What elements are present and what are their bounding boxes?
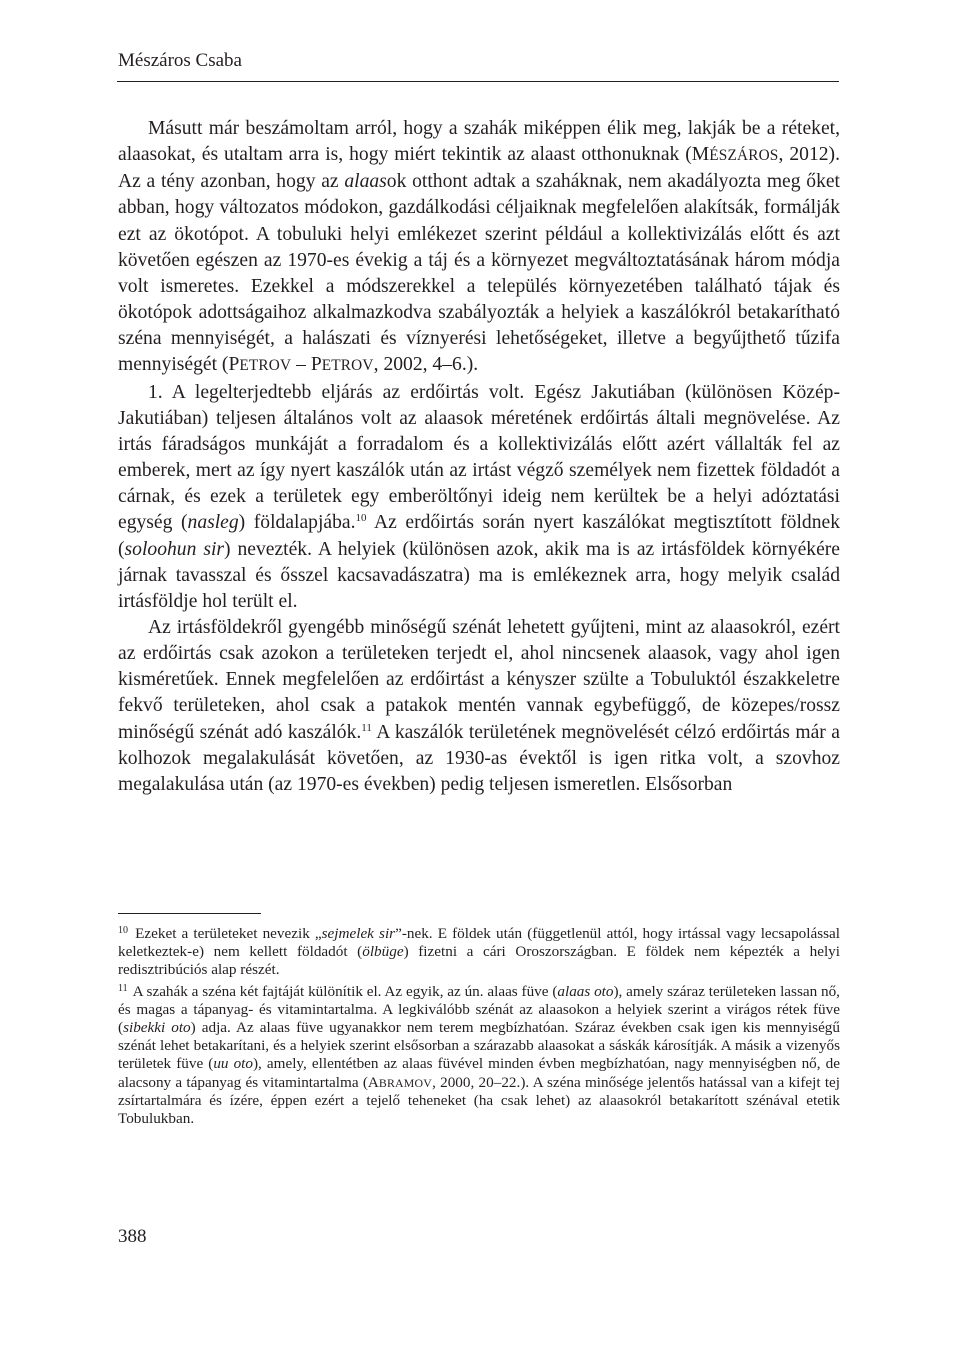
- text-run: ) földalapjába.: [238, 512, 356, 534]
- text-run: – P: [291, 354, 322, 376]
- text-run: ), amely száraz területeken lassan nő, és magas a tápanyag- és vitamintartalma. A legkiválóbb szénát az alaasokon a helyiek szerint a virágos rétek füve (: [118, 982, 840, 1037]
- term: alaas oto: [557, 982, 614, 1000]
- footnote-number: 11: [118, 982, 128, 994]
- text-run: A kaszálók területének megnövelését célzó erdőirtás már a kolhozok megalakulását követően, az 1930-as évektől is igen ritka volt, a szovhoz megalakulása után (az 1970-es években) pedig teljesen ismeretlen. Elsősorban: [118, 721, 840, 795]
- footnote-number: 10: [118, 925, 128, 936]
- footnote-rule: [118, 913, 261, 914]
- paragraph-3: [118, 615, 840, 798]
- text-run: ) adja. Az alaas füve ugyanakkor nem terem megbízhatóan. Száraz években csak igen kis mennyiségű szénát lehet betakarítani, és a helyiek szerint elsősorban a szárazabb alaasokat a sáskák károsítják. A másik a vizenyős területek füve (: [118, 1019, 840, 1073]
- footnotes: [118, 922, 840, 1128]
- author-citation: ÉSZÁROS: [709, 147, 779, 165]
- author-citation: ETROV: [321, 357, 374, 375]
- term: ölbüge: [362, 943, 404, 961]
- term: soloohun sir: [124, 538, 225, 560]
- text-run: ”-nek. E földek után (függetlenül attól, hogy irtással vagy lecsapolással keletkeztek-e) nem kellett földadót (: [118, 925, 840, 961]
- footnote-11: [118, 980, 840, 1129]
- footnote-ref-11[interactable]: 11: [361, 721, 372, 734]
- paragraph-2: [118, 380, 840, 615]
- footnote-10: [118, 922, 840, 980]
- text-run: ), amely, ellentétben az alaas füvével minden évben megbízhatóan, nagy mennyiségben nő, de alacsony a tápanyag és vitamintartalma (A: [118, 1055, 840, 1091]
- text-run: A szahák a széna két fajtáját különítik el. Az egyik, az ún. alaas füve (: [129, 982, 558, 1000]
- author-citation: BRAMOV: [378, 1075, 433, 1090]
- term: sibekki oto: [123, 1019, 191, 1037]
- text-run: ) fizetni a cári Oroszországban. E földek nem képezték a helyi redisztribúciós alap részét.: [118, 943, 840, 979]
- text-run: Másutt már beszámoltam arról, hogy a szahák miképpen élik meg, lakják be a réteket, alaasokat, és utaltam arra is, hogy miért tekintik az alaast otthonuknak (M: [118, 118, 840, 166]
- text-run: , 2012). Az a tény azonban, hogy az: [118, 144, 840, 193]
- paragraph-1: [118, 116, 840, 380]
- page-number: 388: [118, 1226, 147, 1247]
- header-rule: [117, 81, 839, 82]
- text-run: Az erdőirtás során nyert kaszálókat megtisztított földnek (: [118, 512, 840, 560]
- text-run: , 2000, 20–22.). A széna minősége jelentős hatással van a kifejt tej zsírtartalmára és ízére, éppen ezért a tejelő teheneket (ha csak lehet) az alaasokról betakarított szénával etetik Tobulukban.: [118, 1073, 841, 1128]
- footnote-ref-10[interactable]: 10: [355, 512, 367, 525]
- text-run: , 2002, 4–6.).: [373, 354, 479, 376]
- text-run: ok otthont adtak a szaháknak, nem akadályozta meg őket abban, hogy változatos módokon, gazdálkodási céljaiknak megfelelően alakítsák, formálják ezt az ökotópot. A tobuluki helyi emlékezet szerint például a kollektivizálás előtt és azt követően egészen az 1970-es évekig a táj és a környezet megváltoztatásának három módja volt ismeretes. Ezekkel a módszerekkel a település környezetében található tájak és ökotópok adottságaihoz alkalmazkodva szabályozták a helyiek a kaszálókról betakarítható széna mennyiségét, a halászati és víznyerési lehetőségeket, illetve a begyűjthető tűzifa mennyiségét (P: [118, 171, 841, 376]
- body-text: [118, 116, 840, 798]
- text-run: Az irtásföldekről gyengébb minőségű szénát lehetett gyűjteni, mint az alaasokról, ezért az erdőirtás csak azokon a területeken terjedt el, ahol nincsenek alaasok, vagy ahol igen kisméretűek. Ennek megfelelően az erdőirtást a kényszer szülte a Tobuluktól északkeletre fekvő területeken, ahol csak a patakok mentén vannak egybefüggő, de közepes/rossz minőségű szénát adó kaszálók.: [118, 616, 840, 743]
- text-run: 1. A legelterjedtebb eljárás az erdőirtás volt. Egész Jakutiában (különösen Közép-Jakutiában) teljesen általános volt az alaasok méretének erdőirtás általi megnövelése. Az irtás fáradságos munkáját a forradalom és a kollektivizálás előtt azért vállalták fel az emberek, mert az így nyert kaszálók után az irtást végző személyek nem fizettek földadót a cárnak, és ezek a területek egy emberöltőnyi ideig nem kerültek be a helyi adóztatási egység (: [118, 381, 840, 534]
- term: sejmelek sir: [321, 925, 396, 942]
- running-header: Mészáros Csaba: [118, 50, 242, 71]
- term: nasleg: [187, 512, 239, 534]
- text-run: Ezeket a területeket nevezik „: [130, 925, 322, 942]
- author-citation: ETROV: [239, 357, 292, 375]
- term: uu oto: [213, 1055, 253, 1073]
- text-run: ) nevezték. A helyiek (különösen azok, akik ma is az irtásföldek környékére járnak tavasszal és ősszel kacsavadászatra) ma is emlékeznek arra, hogy melyik család irtásföldje hol terült el.: [118, 538, 840, 612]
- term: alaas: [344, 171, 387, 193]
